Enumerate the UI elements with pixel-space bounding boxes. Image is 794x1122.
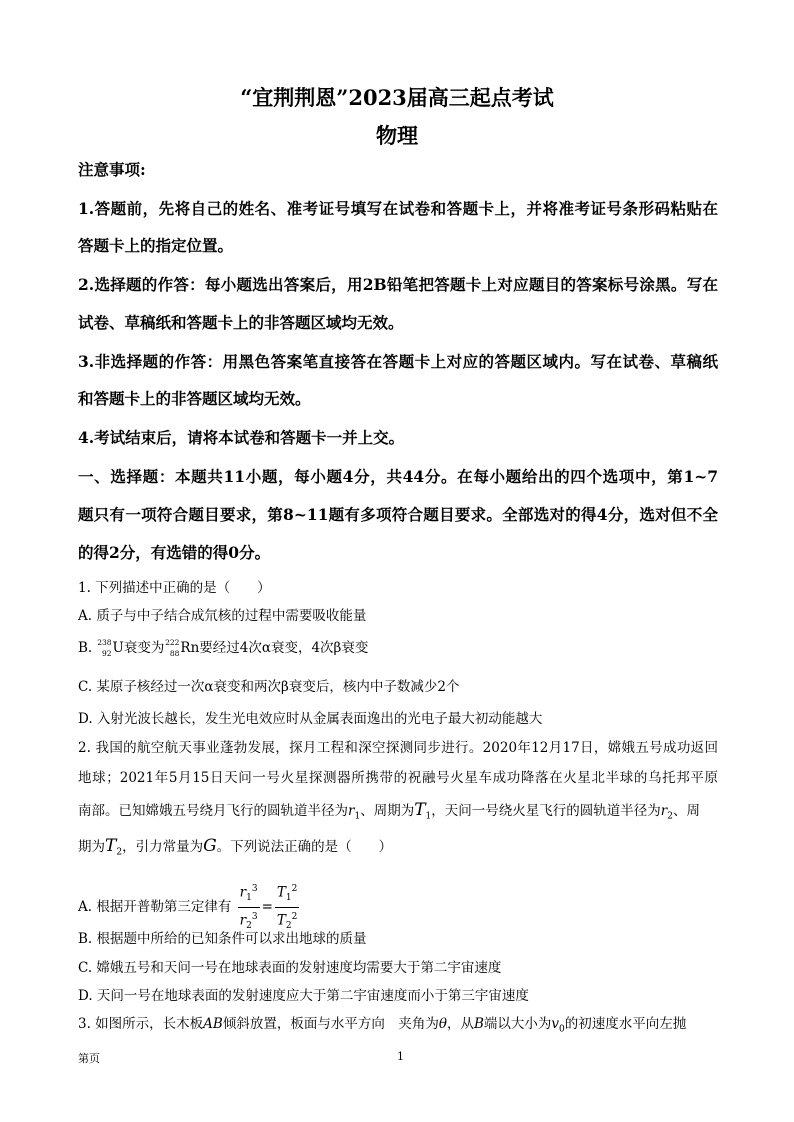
subject-title: 物理	[376, 123, 418, 148]
section-1-line-2: 题只有一项符合题目要求，第8~11题有多项符合题目要求。全部选对的得4分，选对但不全	[78, 505, 718, 524]
q3-line-1: 3. 如图所示，长木板AB倾斜放置，板面与水平方向 夹角为θ，从B端以大小为$v_0$的初速度水平向左抛	[78, 1016, 687, 1035]
q1-option-b-prefix: B.	[78, 640, 93, 656]
q2-line-3: 南部。已知嫦娥五号绕月飞行的圆轨道半径为$r_1$、周期为$T_1$，天问一号绕火星飞行的圆轨道半径为$r_2$、周	[78, 800, 700, 822]
q2-line-2: 地球；2021年5月15日天问一号火星探测器所携带的祝融号火星车成功降落在火星北半球的乌托邦平原	[78, 770, 718, 786]
notice-item-3-line-1: 3.非选择题的作答：用黑色答案笔直接答在答题卡上对应的答题区域内。写在试卷、草稿纸	[78, 352, 718, 371]
notice-item-3-line-2: 和答题卡上的非答题区域均无效。	[78, 389, 311, 408]
q2-option-b: B. 根据题中所给的已知条件可以求出地球的质量	[78, 931, 367, 947]
q2-line-1: 2. 我国的航空航天事业蓬勃发展，探月工程和深空探测同步进行。2020年12月17日，嫦娥五号成功返回	[78, 740, 718, 756]
exam-title: “宜荆荆恩”2023届高三起点考试	[240, 85, 554, 110]
notice-item-4: 4.考试结束后，请将本试卷和答题卡一并上交。	[78, 428, 405, 447]
notice-item-2-line-2: 试卷、草稿纸和答题卡上的非答题区域均无效。	[78, 313, 404, 332]
radon-isotope: 222 88	[165, 637, 180, 658]
q1-option-c: C. 某原子核经过一次α衰变和两次β衰变后，核内中子数减少2个	[78, 679, 460, 695]
notice-heading: 注意事项:	[78, 160, 146, 179]
q2-option-c: C. 嫦娥五号和天问一号在地球表面的发射速度均需要大于第二宇宙速度	[78, 960, 502, 976]
q1-option-a: A. 质子与中子结合成氘核的过程中需要吸收能量	[78, 608, 367, 624]
q2-option-a: A. 根据开普勒第三定律有 $\frac{r_1^3}{r_2^3}$ = $\frac{T_1^2}{T_2^2}$	[78, 880, 718, 935]
uranium-isotope: 238 92	[97, 637, 112, 658]
footer-page-label: 第页	[78, 1052, 100, 1065]
q1-option-d: D. 入射光波长越长，发生光电效应时从金属表面逸出的光电子最大初动能越大	[78, 711, 543, 727]
q1-option-b: B. 238 92 U衰变为 222 88 Rn要经过4次α衰变，4次β衰变	[78, 637, 369, 658]
kepler-ratio-right: $\frac{T_1^2}{T_2^2}$	[275, 880, 299, 935]
kepler-ratio-left: $\frac{r_1^3}{r_2^3}$	[238, 880, 260, 935]
q2-option-d: D. 天问一号在地球表面的发射速度应大于第二宇宙速度而小于第三宇宙速度	[78, 988, 529, 1004]
q2-line-4: 期为$T_2$，引力常量为G。下列说法正确的是（ ）	[78, 836, 393, 858]
footer-page-number: 1	[397, 1050, 404, 1063]
notice-item-1-line-2: 答题卡上的指定位置。	[78, 236, 234, 255]
q1-stem: 1. 下列描述中正确的是（ ）	[78, 580, 271, 596]
section-1-line-3: 的得2分，有选错的得0分。	[78, 543, 271, 562]
section-1-line-1: 一、选择题：本题共11小题，每小题4分，共44分。在每小题给出的四个选项中，第1~7	[78, 467, 718, 486]
notice-item-1-line-1: 1.答题前，先将自己的姓名、准考证号填写在试卷和答题卡上，并将准考证号条形码粘贴在	[78, 199, 718, 218]
notice-item-2-line-1: 2.选择题的作答：每小题选出答案后，用2B铅笔把答题卡上对应题目的答案标号涂黑。写在	[78, 275, 718, 294]
